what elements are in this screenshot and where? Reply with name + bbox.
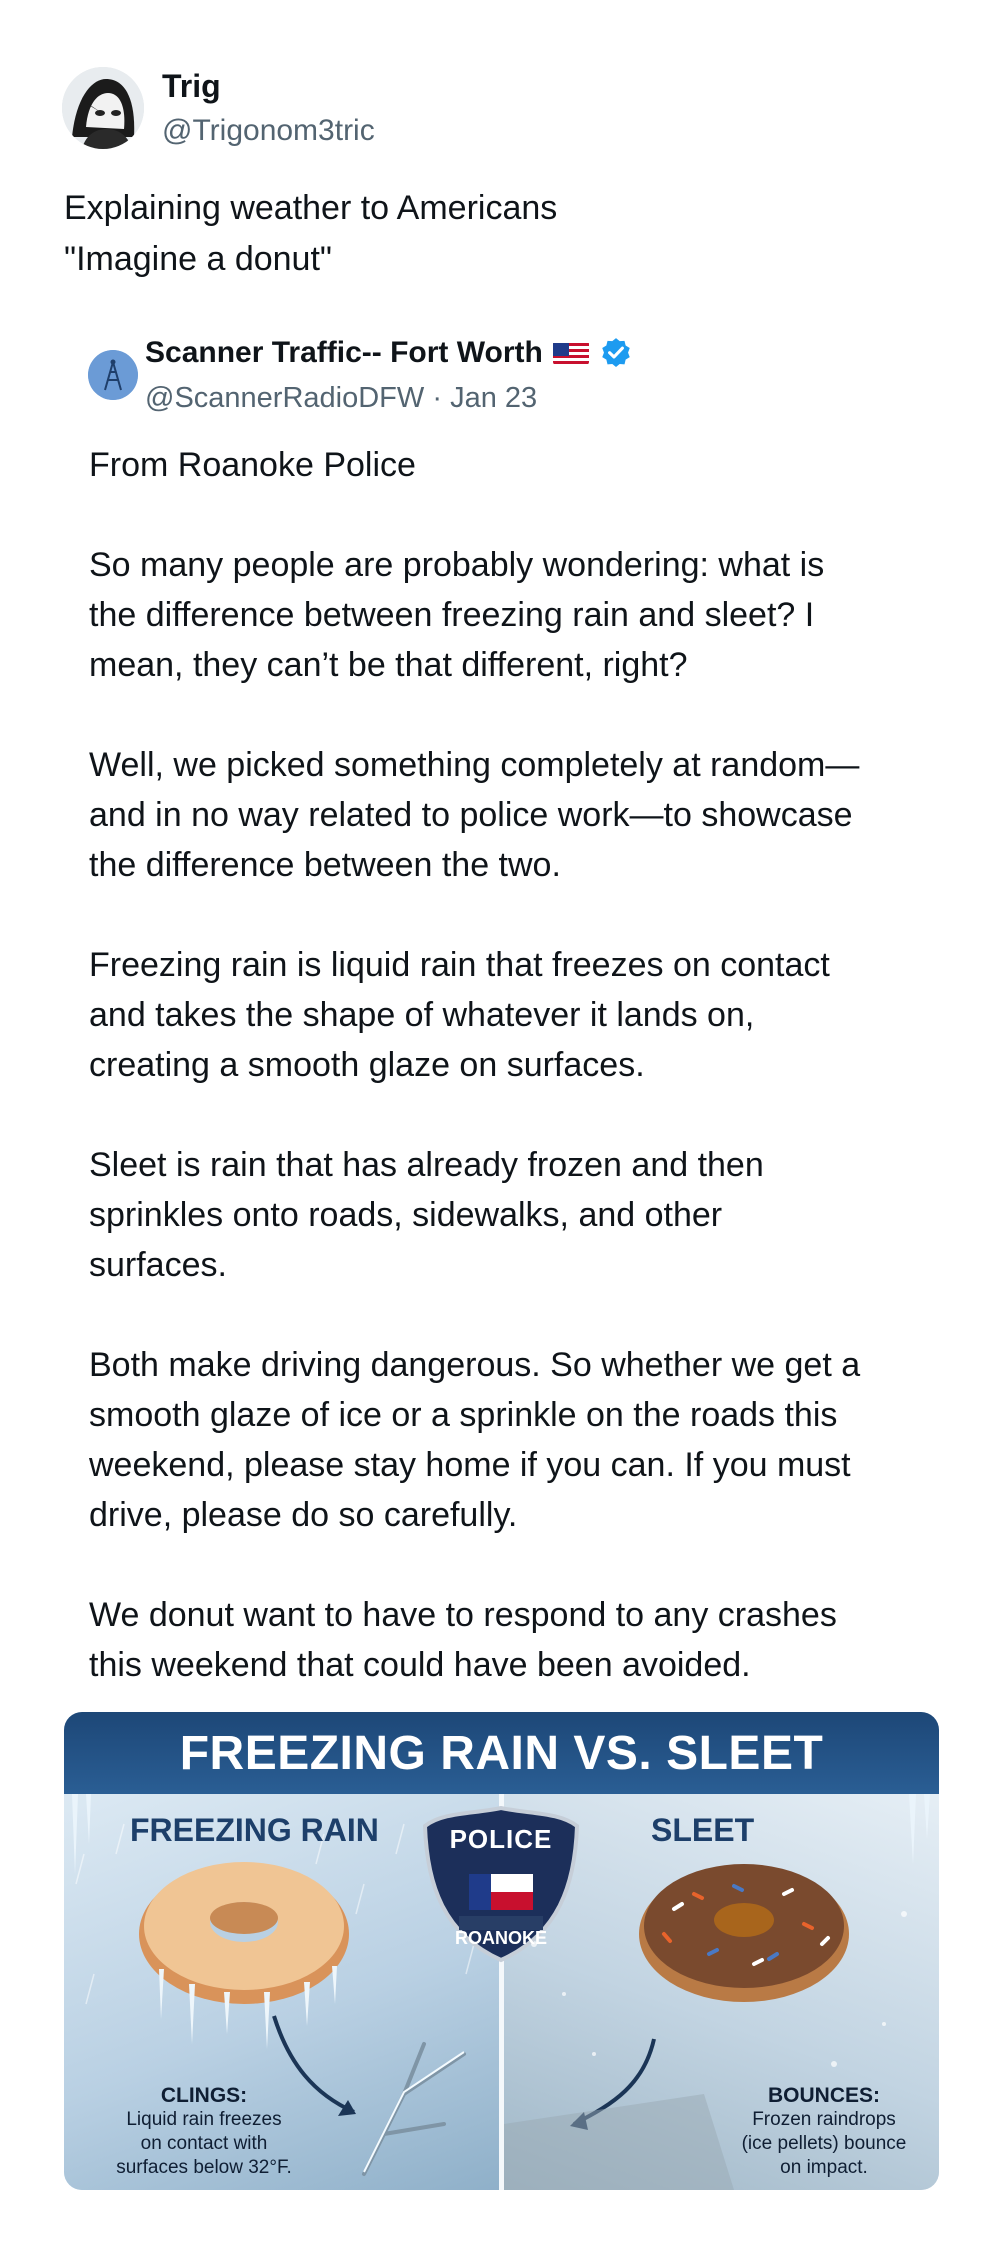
caption-head: CLINGS: [160,2084,248,2107]
quoted-text-line: smooth glaze of ice or a sprinkle on the roads this [89,1396,838,1434]
quoted-text-line: drive, please do so carefully. [89,1496,518,1534]
caption-line: on contact with [140,2133,268,2154]
quoted-text-line: weekend, please stay home if you can. If you must [89,1446,851,1484]
quoted-text-line: Well, we picked something completely at random— [89,746,860,784]
caption-line: (ice pellets) bounce [741,2133,907,2154]
quoted-avatar[interactable] [88,350,138,400]
author-avatar[interactable] [62,67,144,149]
quoted-date[interactable]: Jan 23 [450,382,538,414]
quoted-text-line: the difference between the two. [89,846,561,884]
quoted-text-line: and in no way related to police work—to showcase [89,796,853,834]
freezing-rain-caption [94,2084,314,2180]
us-flag-icon [553,341,589,365]
quoted-name-row[interactable] [145,336,633,370]
radio-tower-icon [88,350,138,400]
caption-line: surfaces below 32°F. [116,2157,292,2178]
quoted-text-line: From Roanoke Police [89,446,416,484]
verified-badge-icon [599,336,633,370]
quoted-text-line: surfaces. [89,1246,227,1284]
author-handle[interactable]: @Trigonom3tric [162,114,375,147]
quoted-text-line: Both make driving dangerous. So whether we get a [89,1346,861,1384]
quoted-text-line: the difference between freezing rain and sleet? I [89,596,815,634]
quoted-text-line: Freezing rain is liquid rain that freezes on contact [89,946,830,984]
meta-separator: · [432,382,442,414]
quoted-text-line: this weekend that could have been avoided. [89,1646,751,1684]
quoted-text-line: Sleet is rain that has already frozen and then [89,1146,764,1184]
infographic-title: FREEZING RAIN VS. SLEET [64,1712,939,1794]
badge-top-text: POLICE [449,1824,553,1854]
post-text-line: "Imagine a donut" [64,240,332,278]
caption-line: Frozen raindrops [752,2109,896,2130]
police-badge-logo [419,1804,583,1964]
quoted-text-line: We donut want to have to respond to any crashes [89,1596,837,1634]
quoted-meta [145,382,537,415]
caption-line: Liquid rain freezes [126,2109,282,2130]
quoted-text-line: So many people are probably wondering: what is [89,546,825,584]
infographic-image[interactable] [64,1712,939,2190]
caption-line: on impact. [780,2157,868,2178]
caption-head: BOUNCES: [767,2084,880,2107]
quoted-text-line: mean, they can’t be that different, right? [89,646,688,684]
badge-bottom-text: ROANOKE [454,1928,547,1948]
quoted-text-line: creating a smooth glaze on surfaces. [89,1046,645,1084]
quoted-text-line: sprinkles onto roads, sidewalks, and other [89,1196,723,1234]
sleet-heading: SLEET [651,1812,755,1848]
author-name[interactable]: Trig [162,68,221,104]
sleet-caption [709,2084,939,2180]
quoted-handle[interactable]: @ScannerRadioDFW [145,382,425,414]
quoted-name[interactable]: Scanner Traffic-- Fort Worth [145,336,543,369]
quoted-text-line: and takes the shape of whatever it lands on, [89,996,755,1034]
freezing-rain-heading: FREEZING RAIN [130,1812,379,1848]
post-text-line: Explaining weather to Americans [64,189,558,227]
